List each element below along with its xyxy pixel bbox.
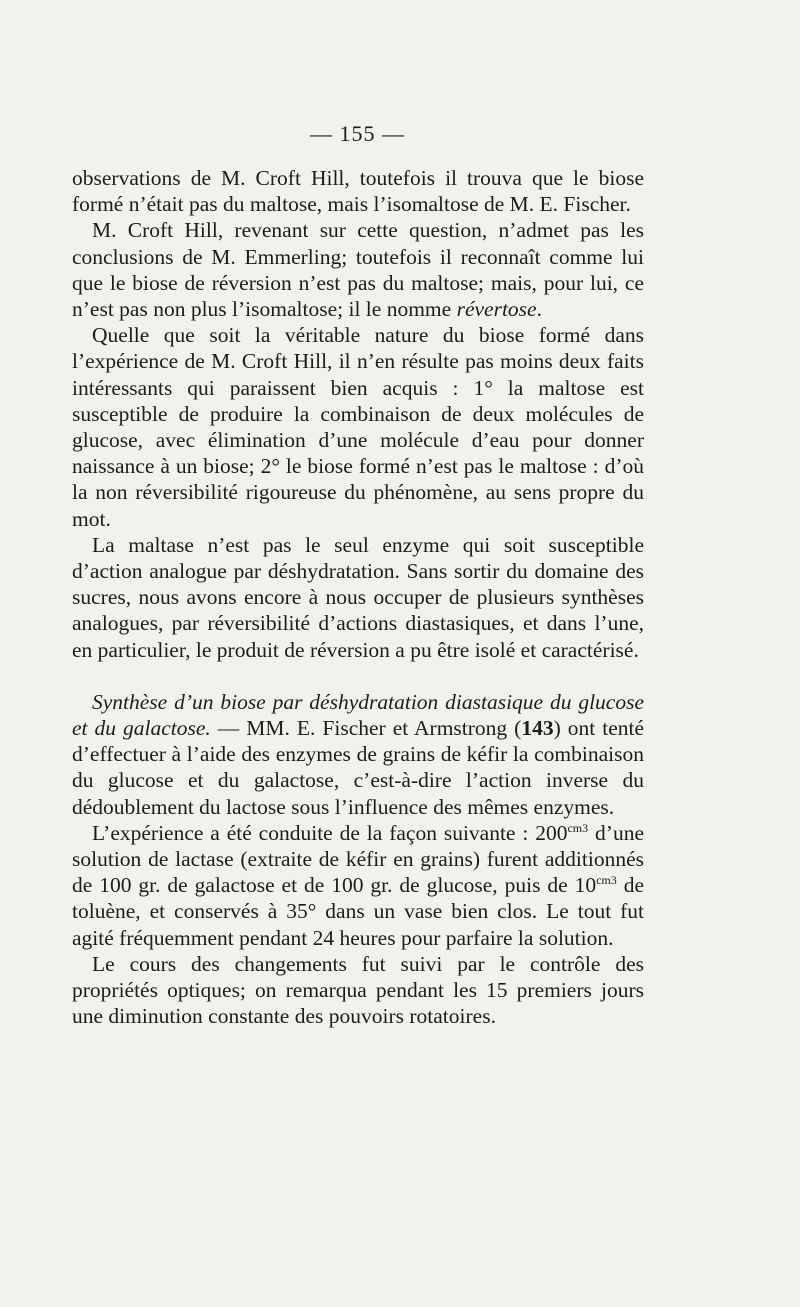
paragraph-2-end: .	[536, 297, 542, 322]
page-number: — 155 —	[310, 121, 405, 146]
paragraph-6-text-a: L’expérience a été conduite de la façon suivante : 200	[92, 820, 568, 845]
body-text	[72, 165, 644, 1030]
reference-number: 143	[521, 716, 554, 741]
paragraph-2	[72, 217, 644, 322]
paragraph-6	[72, 820, 644, 951]
section-title: Synthèse d’un biose par déshydratation diastasique du glucose et du galactose.	[72, 689, 644, 741]
revertose-term: révertose	[456, 297, 537, 322]
paragraph-1: observations de M. Croft Hill, toutefois il trouva que le biose formé n’était pas du maltose, mais l’isomaltose de M. E. Fischer.	[72, 166, 644, 217]
paragraph-6-text-c: de toluène, et conservés à 35° dans un vase bien clos. Le tout fut agité fréquemment pendant 24 heures pour parfaire la solution.	[72, 873, 645, 950]
paragraph-7: Le cours des changements fut suivi par le contrôle des propriétés optiques; on remarqua pendant les 15 premiers jours une diminution constante des pouvoirs rotatoires.	[72, 951, 644, 1029]
paragraph-5-text-b: ) ont tenté d’effectuer à l’aide des enzymes de grains de kéfir la combinaison du glucose et du galactose, c’est-à-dire l’action inverse du dédoublement du lactose sous l’influence des mêmes enzymes.	[72, 716, 645, 819]
paragraph-2-text: M. Croft Hill, revenant sur cette question, n’admet pas les conclusions de M. Emmerling; toutefois il reconnaît comme lui que le biose de réversion n’est pas du maltose; mais, pour lui, ce n’est pas non plus l’isomaltose; il le nomme	[72, 218, 644, 322]
paragraph-6-text-b: d’une solution de lactase (extraite de kéfir en grains) furent additionnés de 100 gr. de galactose et de 100 gr. de glucose, puis de 10	[72, 820, 644, 898]
paragraph-4: La maltase n’est pas le seul enzyme qui soit susceptible d’action analogue par déshydratation. Sans sortir du domaine des sucres, nous avons encore à nous occuper de plusieurs synthèses analogues, par réversibilité d’actions diastasiques, et dans l’une, en particulier, le produit de réversion a pu être isolé et caractérisé.	[72, 532, 644, 662]
unit-superscript-1: cm3	[567, 820, 589, 835]
paragraph-3: Quelle que soit la véritable nature du biose formé dans l’expérience de M. Croft Hill, il n’en résulte pas moins deux faits intéressants qui paraissent bien acquis : 1° la maltose est susceptible de produire la combinaison de deux molécules de glucose, avec élimination d’une molécule d’eau pour donner naissance à un biose; 2° le biose formé n’est pas le maltose : d’où la non réversibilité rigoureuse du phénomène, au sens propre du mot.	[72, 323, 644, 531]
section-gap	[72, 663, 644, 689]
paragraph-5	[72, 689, 644, 820]
paragraph-5-text-a: — MM. E. Fischer et Armstrong (	[210, 716, 522, 741]
unit-superscript-2: cm3	[596, 873, 617, 888]
